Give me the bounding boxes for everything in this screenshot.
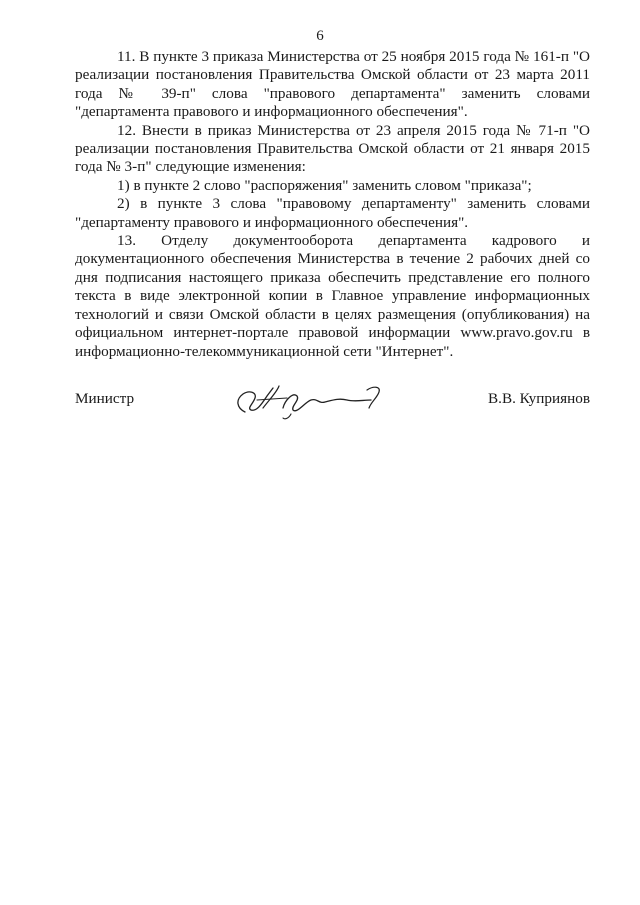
signatory-name: В.В. Куприянов [488,390,590,407]
paragraph-12-item-1: 1) в пункте 2 слово "распоряжения" заменить словом "приказа"; [117,176,532,194]
signature-block [75,388,590,428]
document-body [75,48,590,361]
paragraph-13: 13. Отделу документооборота департамента кадрового и документационного обеспечения Министерства в течение 2 рабочих дней со дня подписания настоящего приказа обеспечить представление его полного текста в виде электронной копии в Главное управление информационных технологий и связи Омской области в целях размещения (опубликования) на официальном интернет-портале правовой информации www.pravo.gov.ru в информационно-телекоммуникационной сети "Интернет". [75,232,590,360]
paragraph-12-item-2: 2) в пункте 3 слова "правовому департаменту" заменить словами "департаменту правового и информационного обеспечения". [75,195,590,231]
handwritten-signature [227,378,397,422]
paragraph-11: 11. В пункте 3 приказа Министерства от 25 ноября 2015 года № 161-п "О реализации постановления Правительства Омской области от 23 марта 2011 года № 39-п" слова "правового департамента" заменить словами "департамента правового и информационного обеспечения". [75,48,590,121]
signatory-title: Министр [75,390,135,407]
page-number: 6 [316,28,324,44]
paragraph-12: 12. Внести в приказ Министерства от 23 апреля 2015 года № 71-п "О реализации постановления Правительства Омской области от 21 января 2015 года № 3-п" следующие изменения: [75,121,590,176]
